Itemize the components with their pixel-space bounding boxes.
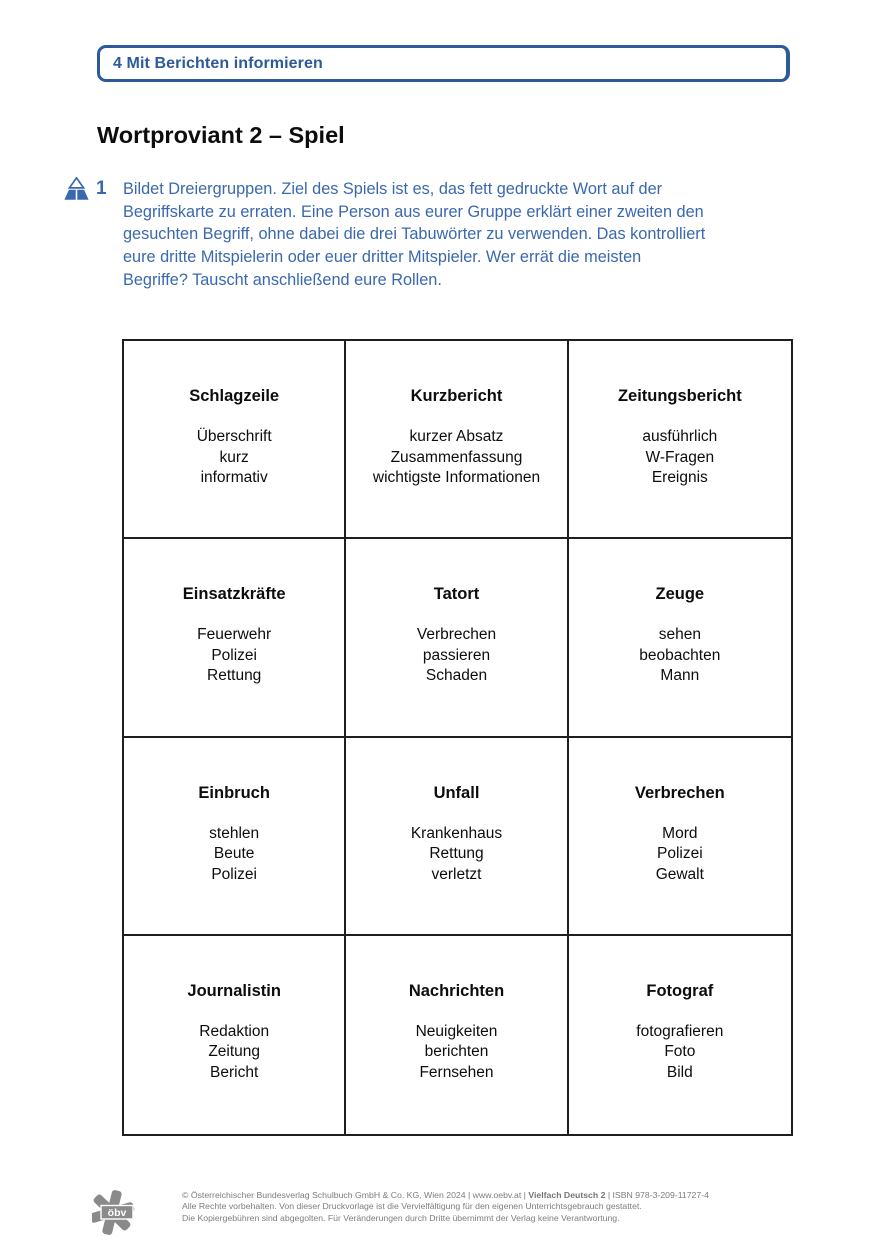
tabu-card-grid <box>122 339 793 1136</box>
copyright-line-2: Alle Rechte vorbehalten. Von dieser Druckvorlage ist die Vervielfältigung für den eigenen Unterrichtsgebrauch gestattet. <box>182 1201 642 1212</box>
card-keyword: Zeuge <box>655 585 705 604</box>
taboo-word: Neuigkeiten <box>415 1022 498 1040</box>
card-keyword: Zeitungsbericht <box>617 387 742 405</box>
taboo-word: Verbrechen <box>416 626 497 644</box>
oebv-logo-label: öbv <box>107 1207 127 1219</box>
card-keyword: Journalistin <box>187 981 281 1000</box>
taboo-word: Rettung <box>429 845 484 863</box>
taboo-word: Polizei <box>211 865 257 883</box>
taboo-word: passieren <box>422 646 491 664</box>
copyright-line-1: © Österreichischer Bundesverlag Schulbuch GmbH & Co. KG, Wien 2024 | www.oebv.at | Vielfach Deutsch 2 | ISBN 978-3-209-11727-4 <box>182 1190 709 1200</box>
taboo-word: informativ <box>200 469 268 487</box>
taboo-word: beobachten <box>639 646 721 664</box>
card-taboo-words <box>569 427 791 489</box>
taboo-word: Polizei <box>656 845 703 863</box>
card-keyword: Tatort <box>433 585 480 604</box>
card-taboo-words <box>569 1022 791 1084</box>
tabu-card <box>124 539 346 737</box>
instruction-text <box>123 178 803 292</box>
tabu-card <box>124 936 346 1134</box>
tabu-card <box>346 539 568 737</box>
tabu-card <box>569 341 791 539</box>
card-keyword: Kurzbericht <box>410 387 503 405</box>
card-taboo-words <box>346 1022 566 1084</box>
card-taboo-words <box>124 1022 344 1084</box>
taboo-word: Überschrift <box>196 428 272 445</box>
taboo-word: Foto <box>664 1043 696 1061</box>
chapter-banner <box>97 45 790 82</box>
copyright-line-3: Die Kopiergebühren sind abgegolten. Für Veränderungen durch Dritte übernimmt der Verlag keine Verantwortung. <box>182 1212 620 1223</box>
taboo-word: Gewalt <box>655 865 704 883</box>
tabu-card <box>569 539 791 737</box>
card-taboo-words <box>569 824 791 886</box>
taboo-word: Mord <box>662 824 698 842</box>
card-taboo-words <box>346 625 566 687</box>
page-title: Wortproviant 2 – Spiel <box>97 122 345 148</box>
oebv-logo <box>92 1186 140 1242</box>
taboo-word: wichtigste Informationen <box>372 469 541 487</box>
tabu-card <box>124 341 346 539</box>
card-taboo-words <box>124 625 344 687</box>
exercise-number: 1 <box>96 178 107 199</box>
footer-copyright <box>182 1190 709 1224</box>
taboo-word: Ereignis <box>651 469 708 487</box>
taboo-word: stehlen <box>209 824 260 842</box>
taboo-word: Rettung <box>207 667 262 685</box>
card-keyword: Unfall <box>433 783 480 802</box>
taboo-word: Zeitung <box>208 1043 261 1061</box>
card-keyword: Einsatzkräfte <box>182 585 286 604</box>
taboo-word: Zusammenfassung <box>390 448 523 466</box>
instruction-text-line: Bildet Dreiergruppen. Ziel des Spiels ist es, das fett gedruckte Wort auf der <box>123 180 663 198</box>
taboo-word: Mann <box>660 667 700 685</box>
taboo-word: Redaktion <box>199 1022 270 1040</box>
card-keyword: Schlagzeile <box>189 387 280 405</box>
tabu-card <box>346 738 568 936</box>
tabu-card <box>346 936 568 1134</box>
taboo-word: Schaden <box>425 667 488 685</box>
card-taboo-words <box>569 625 791 687</box>
taboo-word: W-Fragen <box>645 448 715 466</box>
tabu-card <box>124 738 346 936</box>
taboo-word: verletzt <box>431 865 482 883</box>
instruction-text-line: eure dritte Mitspielerin oder euer dritter Mitspieler. Wer errät die meisten <box>123 248 642 267</box>
tabu-card <box>569 936 791 1134</box>
taboo-word: Krankenhaus <box>410 824 503 842</box>
chapter-banner-label: 4 Mit Berichten informieren <box>113 54 323 72</box>
card-keyword: Nachrichten <box>408 981 505 1000</box>
tabu-card <box>569 738 791 936</box>
card-taboo-words <box>124 824 344 886</box>
card-keyword: Verbrechen <box>634 783 725 802</box>
book-title: Vielfach Deutsch 2 <box>528 1190 606 1200</box>
taboo-word: Bild <box>666 1063 693 1081</box>
instruction-text-line: Begriffe? Tauscht anschließend eure Rollen. <box>123 270 442 289</box>
taboo-word: Bericht <box>210 1063 259 1081</box>
taboo-word: ausführlich <box>642 428 718 445</box>
group-work-icon <box>63 177 90 201</box>
instruction-text-line: gesuchten Begriff, ohne dabei die drei Tabuwörter zu verwenden. Das kontrolliert <box>123 225 706 244</box>
taboo-word: fotografieren <box>636 1022 724 1040</box>
taboo-word: sehen <box>658 626 701 644</box>
taboo-word: Feuerwehr <box>197 626 272 644</box>
card-taboo-words <box>346 427 566 489</box>
card-taboo-words <box>346 824 566 886</box>
taboo-word: kurzer Absatz <box>409 428 504 445</box>
card-keyword: Fotograf <box>646 981 714 1000</box>
tabu-card <box>346 341 568 539</box>
card-taboo-words <box>124 427 344 489</box>
taboo-word: Fernsehen <box>419 1063 494 1081</box>
taboo-word: kurz <box>219 448 249 466</box>
taboo-word: berichten <box>424 1043 489 1061</box>
taboo-word: Polizei <box>211 646 257 664</box>
taboo-word: Beute <box>213 845 255 863</box>
card-keyword: Einbruch <box>198 783 270 802</box>
instruction-text-line: Begriffskarte zu erraten. Eine Person aus eurer Gruppe erklärt einer zweiten den <box>123 202 704 221</box>
